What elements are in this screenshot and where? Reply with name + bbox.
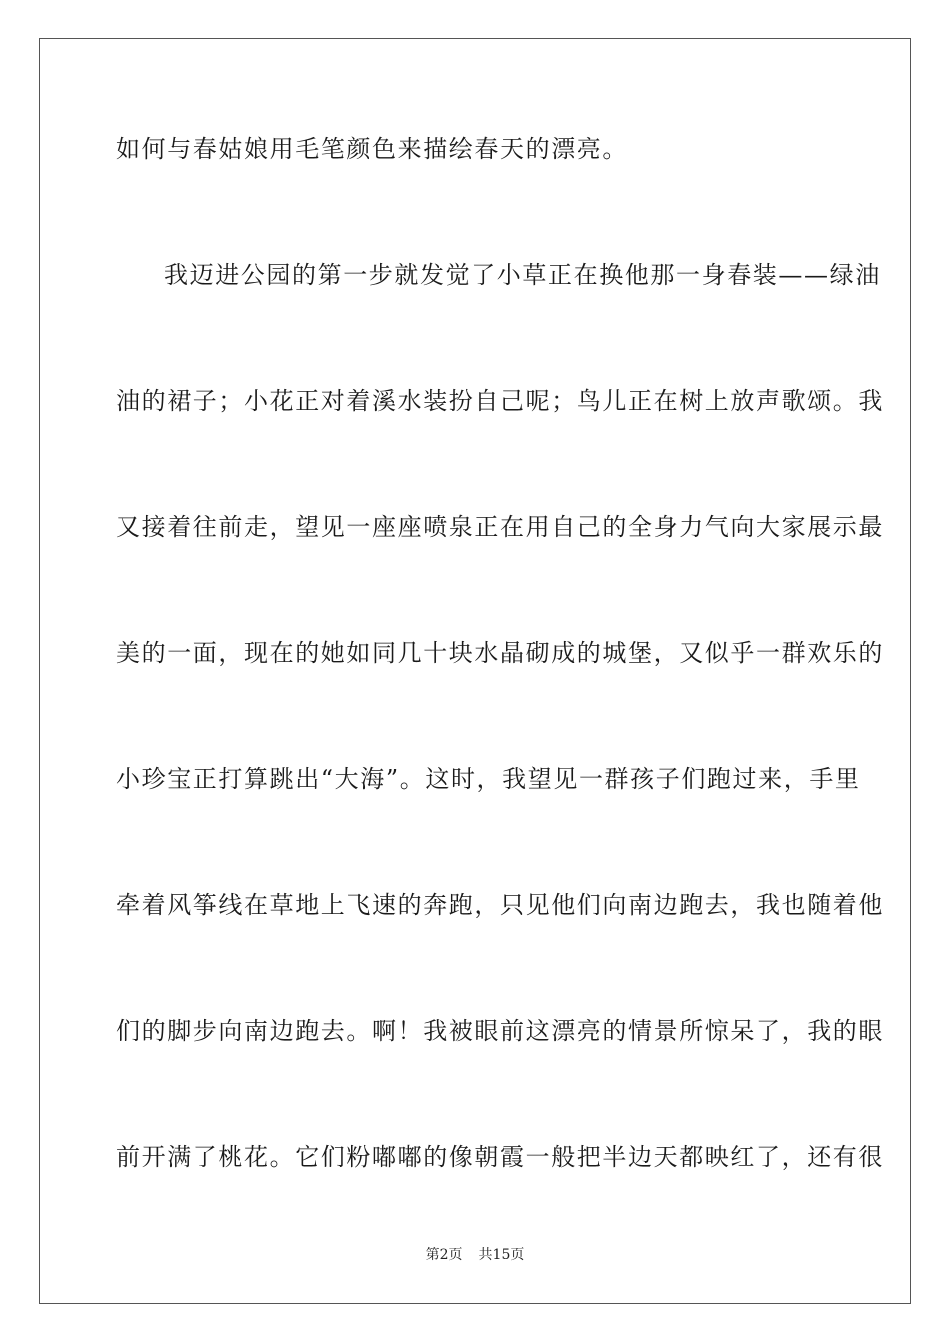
text-line-5: 美的一面，现在的她如同几十块水晶砌成的城堡，又似乎一群欢乐的 (116, 639, 884, 667)
text-line-8: 们的脚步向南边跑去。啊！我被眼前这漂亮的情景所惊呆了，我的眼 (116, 1017, 884, 1045)
text-line-6: 小珍宝正打算跳出“大海”。这时，我望见一群孩子们跑过来，手里 (116, 765, 861, 793)
page-number: 第2页 (425, 1247, 463, 1263)
document-body (116, 118, 884, 1252)
page-footer (0, 1244, 950, 1264)
text-line-3: 油的裙子；小花正对着溪水装扮自己呢；鸟儿正在树上放声歌颂。我 (116, 387, 884, 415)
text-line-2: 我迈进公园的第一步就发觉了小草正在换他那一身春装——绿油 (164, 261, 881, 289)
text-line-4: 又接着往前走，望见一座座喷泉正在用自己的全身力气向大家展示最 (116, 513, 884, 541)
page-total: 共15页 (478, 1247, 525, 1263)
text-line-7: 牵着风筝线在草地上飞速的奔跑，只见他们向南边跑去，我也随着他 (116, 891, 884, 919)
text-line-1: 如何与春姑娘用毛笔颜色来描绘春天的漂亮。 (116, 135, 628, 163)
text-line-9: 前开满了桃花。它们粉嘟嘟的像朝霞一般把半边天都映红了，还有很 (116, 1143, 884, 1171)
